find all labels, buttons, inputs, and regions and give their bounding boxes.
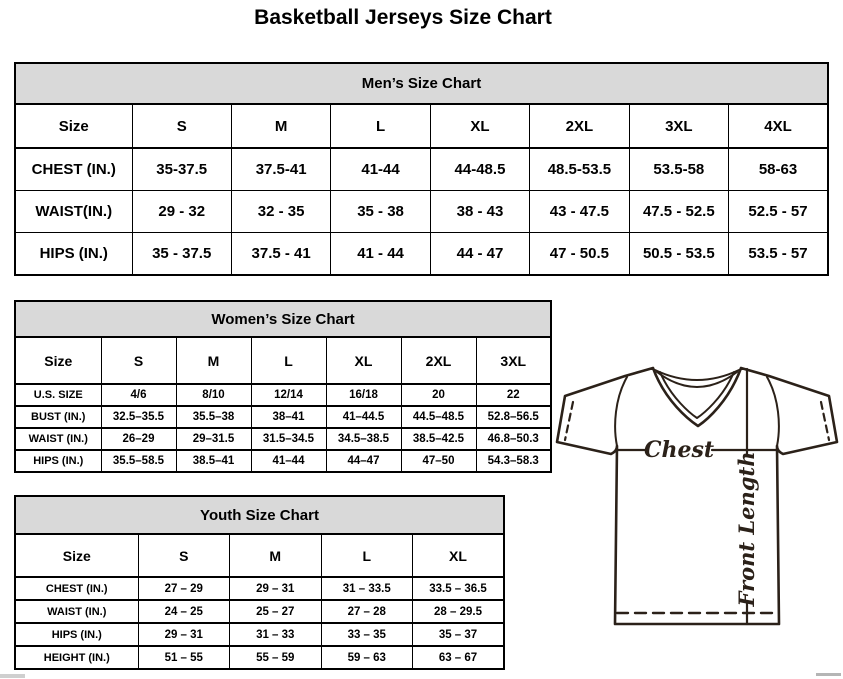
table-row: [15, 428, 551, 450]
cell: 20: [401, 384, 476, 406]
column-header: XL: [413, 534, 505, 577]
womens-title-row: [15, 301, 551, 337]
column-header: S: [101, 337, 176, 384]
table-row: [15, 623, 504, 646]
column-header: 4XL: [729, 104, 828, 148]
column-header: XL: [430, 104, 529, 148]
cell: 63 – 67: [413, 646, 505, 669]
cell: 35 - 37.5: [132, 233, 231, 276]
row-label: HIPS (IN.): [15, 233, 132, 276]
cell: 47.5 - 52.5: [629, 191, 728, 233]
page-title: Basketball Jerseys Size Chart: [254, 6, 552, 29]
column-header: M: [230, 534, 322, 577]
cell: 53.5 - 57: [729, 233, 828, 276]
column-header: S: [132, 104, 231, 148]
column-header: L: [331, 104, 430, 148]
cell: 47 - 50.5: [530, 233, 629, 276]
cell: 51 – 55: [138, 646, 230, 669]
column-header: Size: [15, 104, 132, 148]
cell: 33.5 – 36.5: [413, 577, 505, 600]
cell: 32 - 35: [231, 191, 330, 233]
column-header: 3XL: [629, 104, 728, 148]
cell: 16/18: [326, 384, 401, 406]
cell: 4/6: [101, 384, 176, 406]
column-header: L: [251, 337, 326, 384]
youth-title-row: [15, 496, 504, 534]
front-length-label: Front Length: [734, 451, 759, 607]
row-label: WAIST (IN.): [15, 600, 138, 623]
cell: 35 - 38: [331, 191, 430, 233]
table-row: [15, 191, 828, 233]
table-row: [15, 233, 828, 276]
table-row: [15, 406, 551, 428]
mens-column-header-row: [15, 104, 828, 148]
horizontal-scrollbar-fragment[interactable]: [816, 673, 841, 676]
youth-table-title: Youth Size Chart: [15, 496, 504, 534]
cell: 33 – 35: [321, 623, 413, 646]
cell: 35-37.5: [132, 148, 231, 191]
cell: 41-44: [331, 148, 430, 191]
cell: 12/14: [251, 384, 326, 406]
column-header: L: [321, 534, 413, 577]
cell: 31 – 33: [230, 623, 322, 646]
row-label: BUST (IN.): [15, 406, 101, 428]
cell: 25 – 27: [230, 600, 322, 623]
cell: 41 - 44: [331, 233, 430, 276]
table-row: [15, 646, 504, 669]
cell: 29 – 31: [138, 623, 230, 646]
table-row: [15, 148, 828, 191]
cell: 55 – 59: [230, 646, 322, 669]
cell: 52.8–56.5: [476, 406, 551, 428]
cell: 59 – 63: [321, 646, 413, 669]
cell: 35 – 37: [413, 623, 505, 646]
cell: 8/10: [176, 384, 251, 406]
column-header: M: [176, 337, 251, 384]
cell: 29 - 32: [132, 191, 231, 233]
cell: 38 - 43: [430, 191, 529, 233]
chest-label: Chest: [643, 437, 715, 463]
cell: 54.3–58.3: [476, 450, 551, 472]
cell: 35.5–38: [176, 406, 251, 428]
youth-size-table: [14, 495, 505, 670]
row-label: WAIST (IN.): [15, 428, 101, 450]
horizontal-scrollbar-fragment[interactable]: [0, 674, 25, 678]
cell: 24 – 25: [138, 600, 230, 623]
mens-title-row: [15, 63, 828, 104]
cell: 34.5–38.5: [326, 428, 401, 450]
womens-table-title: Women’s Size Chart: [15, 301, 551, 337]
row-label: CHEST (IN.): [15, 148, 132, 191]
row-label: HIPS (IN.): [15, 450, 101, 472]
cell: 44.5–48.5: [401, 406, 476, 428]
cell: 37.5 - 41: [231, 233, 330, 276]
table-row: [15, 600, 504, 623]
table-row: [15, 450, 551, 472]
mens-size-table: [14, 62, 829, 276]
cell: 41–44.5: [326, 406, 401, 428]
cell: 44-48.5: [430, 148, 529, 191]
cell: 52.5 - 57: [729, 191, 828, 233]
cell: 32.5–35.5: [101, 406, 176, 428]
table-row: [15, 384, 551, 406]
row-label: HEIGHT (IN.): [15, 646, 138, 669]
cell: 47–50: [401, 450, 476, 472]
table-row: [15, 577, 504, 600]
cell: 22: [476, 384, 551, 406]
column-header: S: [138, 534, 230, 577]
cell: 27 – 28: [321, 600, 413, 623]
column-header: Size: [15, 337, 101, 384]
cell: 50.5 - 53.5: [629, 233, 728, 276]
womens-size-table: [14, 300, 552, 473]
cell: 35.5–58.5: [101, 450, 176, 472]
column-header: 2XL: [401, 337, 476, 384]
cell: 28 – 29.5: [413, 600, 505, 623]
cell: 29 – 31: [230, 577, 322, 600]
cell: 44–47: [326, 450, 401, 472]
cell: 29–31.5: [176, 428, 251, 450]
row-label: U.S. SIZE: [15, 384, 101, 406]
cell: 46.8–50.3: [476, 428, 551, 450]
row-label: HIPS (IN.): [15, 623, 138, 646]
column-header: M: [231, 104, 330, 148]
cell: 48.5-53.5: [530, 148, 629, 191]
column-header: 2XL: [530, 104, 629, 148]
mens-table-title: Men’s Size Chart: [15, 63, 828, 104]
cell: 27 – 29: [138, 577, 230, 600]
cell: 58-63: [729, 148, 828, 191]
cell: 31.5–34.5: [251, 428, 326, 450]
cell: 37.5-41: [231, 148, 330, 191]
row-label: WAIST(IN.): [15, 191, 132, 233]
cell: 38.5–42.5: [401, 428, 476, 450]
cell: 41–44: [251, 450, 326, 472]
cell: 38.5–41: [176, 450, 251, 472]
cell: 43 - 47.5: [530, 191, 629, 233]
cell: 44 - 47: [430, 233, 529, 276]
womens-column-header-row: [15, 337, 551, 384]
jersey-outline: [557, 368, 837, 624]
youth-column-header-row: [15, 534, 504, 577]
cell: 31 – 33.5: [321, 577, 413, 600]
column-header: Size: [15, 534, 138, 577]
column-header: XL: [326, 337, 401, 384]
cell: 26–29: [101, 428, 176, 450]
jersey-measurement-diagram: [551, 356, 843, 674]
row-label: CHEST (IN.): [15, 577, 138, 600]
cell: 38–41: [251, 406, 326, 428]
column-header: 3XL: [476, 337, 551, 384]
cell: 53.5-58: [629, 148, 728, 191]
